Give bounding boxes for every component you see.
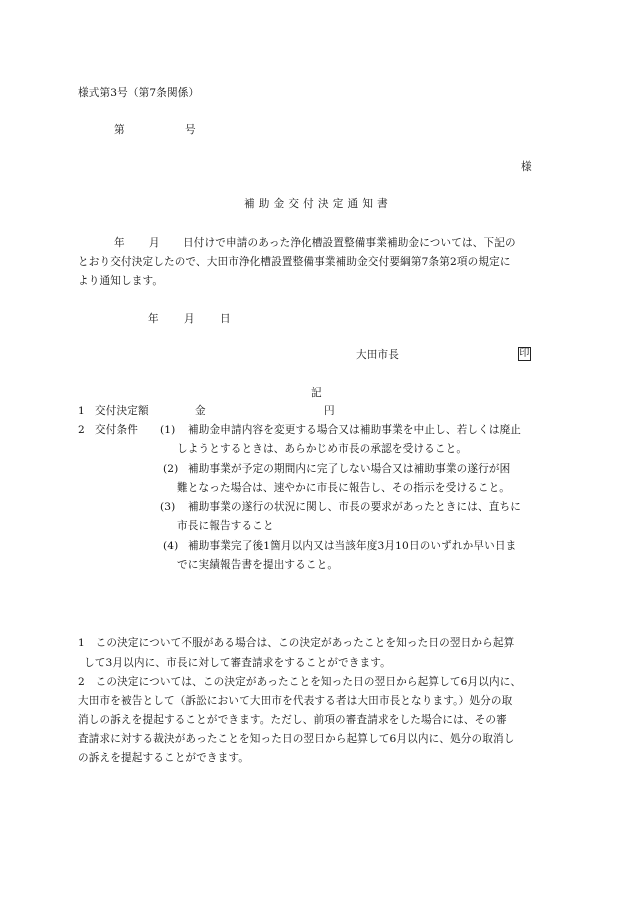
note-2-line-5: の訴えを提起することができます。 — [78, 752, 250, 764]
condition-4-line-1: 補助事業完了後1箇月以内又は当該年度3月10日のいずれか早い日ま — [188, 540, 517, 552]
item1-label: 交付決定額 — [95, 405, 149, 417]
condition-3-line-1: 補助事業の遂行の状況に関し、市長の要求があったときには、直ちに — [188, 501, 521, 513]
note-2-line-1: 2 この決定については、この決定があったことを知った日の翌日から起算して6月以内に、 — [78, 676, 522, 688]
recipient-honorific: 様 — [521, 161, 532, 173]
condition-1-number: (1) — [160, 424, 176, 436]
body-line-3: より通知します。 — [78, 275, 164, 287]
body-year: 年 — [114, 237, 125, 249]
item1-yen: 円 — [324, 405, 335, 417]
document-number-prefix: 第 — [114, 124, 125, 136]
body-line-1: 日付けで申請のあった浄化槽設置整備事業補助金については、下記の — [183, 237, 516, 249]
document-title: 補助金交付決定通知書 — [244, 198, 392, 210]
item2-label: 交付条件 — [95, 424, 138, 436]
condition-2-number: (2) — [163, 463, 179, 475]
note-1-line-1: 1 この決定について不服がある場合は、この決定があったことを知った日の翌日から起算 — [78, 637, 515, 649]
condition-1-line-1: 補助金申請内容を変更する場合又は補助事業を中止し、若しくは廃止 — [188, 424, 522, 436]
condition-3-line-2: 市長に報告すること — [177, 520, 274, 532]
condition-4-number: (4) — [163, 540, 179, 552]
condition-3-number: (3) — [160, 501, 176, 513]
condition-4-line-2: でに実績報告書を提出すること。 — [177, 559, 339, 571]
item1-kin: 金 — [195, 405, 206, 417]
date-month: 月 — [184, 313, 195, 325]
date-day: 日 — [220, 313, 231, 325]
body-month: 月 — [149, 237, 160, 249]
note-1-line-2: して3月以内に、市長に対して審査請求をすることができます。 — [84, 657, 391, 669]
condition-1-line-2: しようとするときは、あらかじめ市長の承認を受けること。 — [177, 443, 468, 455]
note-2-line-2: 大田市を被告として（訴訟において大田市を代表する者は大田市長となります。）処分の取 — [78, 695, 513, 707]
item2-number: 2 — [78, 424, 85, 436]
document-number-suffix: 号 — [185, 124, 196, 136]
date-year: 年 — [148, 313, 159, 325]
seal-text: 印 — [519, 348, 530, 359]
body-line-2: とおり交付決定したので、大田市浄化槽設置整備事業補助金交付要綱第7条第2項の規定に — [78, 256, 511, 268]
issuer-name: 大田市長 — [356, 349, 399, 361]
form-number: 様式第3号（第7条関係） — [78, 87, 200, 99]
note-2-line-4: 査請求に対する裁決があったことを知った日の翌日から起算して6月以内に、処分の取消し — [78, 733, 515, 745]
condition-2-line-2: 難となった場合は、速やかに市長に報告し、その指示を受けること。 — [177, 482, 511, 494]
condition-2-line-1: 補助事業が予定の期間内に完了しない場合又は補助事業の遂行が困 — [188, 463, 511, 475]
note-2-line-3: 消しの訴えを提起することができます。ただし、前項の審査請求をした場合には、その審 — [78, 714, 507, 726]
item1-number: 1 — [78, 405, 85, 417]
seal-box — [518, 347, 531, 361]
ki-heading: 記 — [311, 387, 322, 399]
